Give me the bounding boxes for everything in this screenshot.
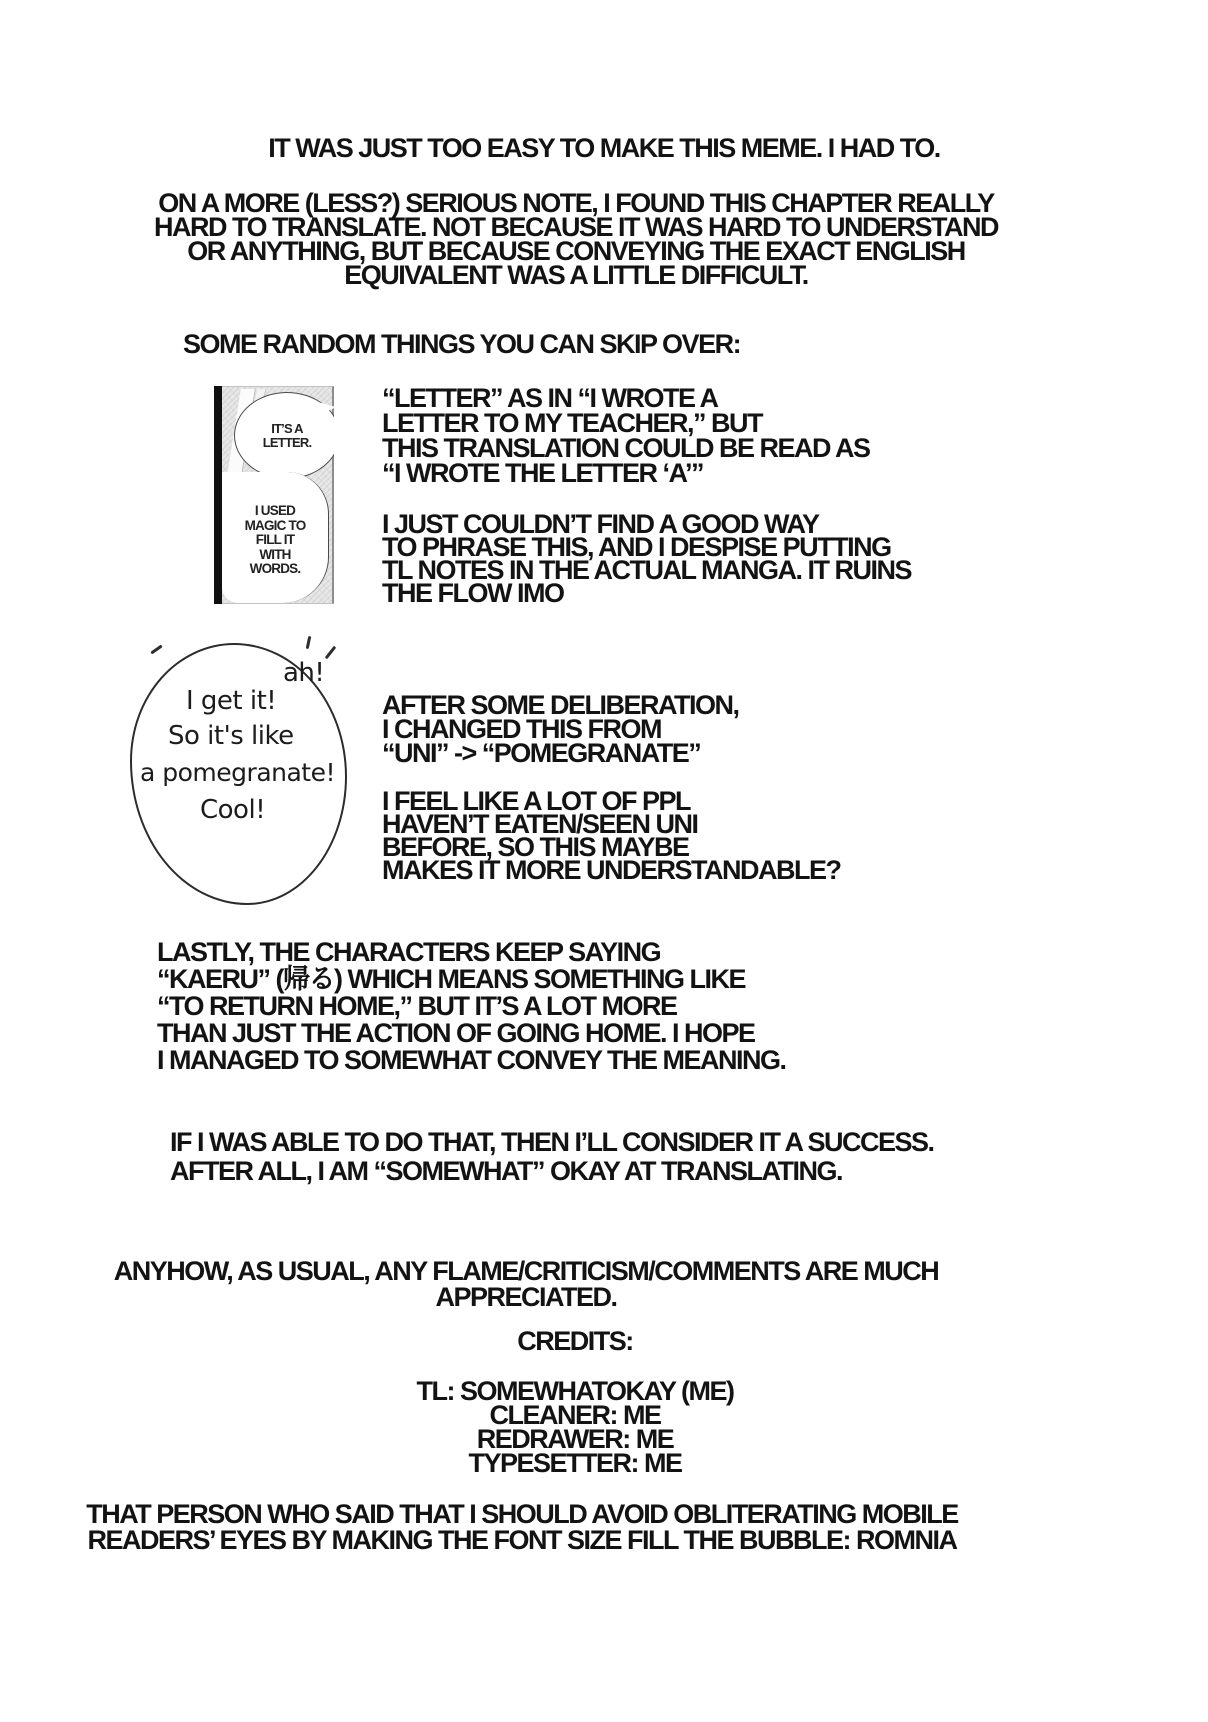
bubble-accent-dash (306, 636, 312, 649)
letter-note (382, 383, 870, 488)
tl-note-line: TO PHRASE THIS, AND I DESPISE PUTTING (382, 532, 891, 562)
panel-speech-bubble-bottom (222, 472, 329, 603)
deliberation-note-line: I CHANGED THIS FROM (382, 714, 661, 744)
tl-note (382, 509, 911, 608)
success-note (170, 1128, 934, 1186)
tl-note-line: THE FLOW IMO (382, 578, 564, 608)
shoutout-note (0, 1501, 1044, 1553)
opening-note-line: ON A MORE (LESS?) SERIOUS NOTE, I FOUND THIS CHAPTER REALLY (158, 188, 994, 218)
anyhow-note (0, 1258, 1052, 1310)
credits-header: CREDITS: (517, 1326, 633, 1356)
uni-note-line: BEFORE, SO THIS MAYBE (382, 832, 689, 862)
letter-note-line: THIS TRANSLATION COULD BE READ AS (382, 433, 870, 463)
tl-note-line: TL NOTES IN THE ACTUAL MANGA. IT RUINS (382, 555, 911, 585)
success-note-line: AFTER ALL, I AM “SOMEWHAT” OKAY AT TRANSLATING. (170, 1156, 842, 1186)
opening-note-line: EQUIVALENT WAS A LITTLE DIFFICULT. (344, 260, 808, 290)
manga-panel-excerpt (214, 386, 334, 604)
skip-section-header: SOME RANDOM THINGS YOU CAN SKIP OVER: (183, 329, 741, 359)
uni-note-line: I FEEL LIKE A LOT OF PPL (382, 786, 691, 816)
bubble-line-pomegranate: a pomegranate! (140, 758, 336, 787)
bubble-line-i-get-it: I get it! (186, 686, 277, 716)
speech-bubble-tail (318, 402, 334, 416)
intro-line: IT WAS JUST TOO EASY TO MAKE THIS MEME. I HAD TO. (268, 133, 940, 163)
uni-note (382, 786, 841, 885)
shoutout-note-line: READERS’ EYES BY MAKING THE FONT SIZE FILL THE BUBBLE: ROMNIA (87, 1525, 957, 1555)
uni-note-line: HAVEN’T EATEN/SEEN UNI (382, 809, 698, 839)
panel-bubble-text: LETTER. (262, 434, 312, 450)
kaeru-note-line: I MANAGED TO SOMEWHAT CONVEY THE MEANING. (157, 1045, 786, 1075)
opening-note-line: OR ANYTHING, BUT BECAUSE CONVEYING THE EXACT ENGLISH (187, 236, 965, 266)
deliberation-note (382, 690, 739, 768)
deliberation-note-line: “UNI” -> “POMEGRANATE” (382, 738, 701, 768)
bubble-accent-dash (150, 645, 162, 655)
kaeru-note-line: LASTLY, THE CHARACTERS KEEP SAYING (157, 937, 661, 967)
panel-bubble-text: IT’S A (271, 420, 303, 436)
shoutout-note-line: THAT PERSON WHO SAID THAT I SHOULD AVOID OBLITERATING MOBILE (86, 1499, 958, 1529)
bubble-line-so-its-like: So it's like (168, 721, 294, 751)
credits-list (0, 1376, 1150, 1478)
anyhow-note-line: ANYHOW, AS USUAL, ANY FLAME/CRITICISM/COMMENTS ARE MUCH (113, 1256, 939, 1286)
panel-border-bar (214, 386, 222, 604)
panel-bubble-text: FILL IT (255, 532, 295, 547)
anyhow-note-line: APPRECIATED. (435, 1282, 617, 1312)
opening-note (0, 188, 1152, 290)
credits-line: REDRAWER: ME (476, 1424, 674, 1454)
credits-line: TL: SOMEWHATOKAY (ME) (416, 1376, 734, 1406)
credits-line: CLEANER: ME (489, 1400, 661, 1430)
letter-note-line: “LETTER” AS IN “I WROTE A (382, 383, 718, 413)
bubble-line-cool: Cool! (200, 795, 266, 825)
bubble-line-ah: ah! (283, 658, 325, 688)
kaeru-note-line: THAN JUST THE ACTION OF GOING HOME. I HOPE (157, 1018, 755, 1048)
panel-bubble-text: WORDS. (249, 561, 301, 576)
success-note-line: IF I WAS ABLE TO DO THAT, THEN I’LL CONSIDER IT A SUCCESS. (170, 1127, 934, 1157)
kaeru-note (157, 939, 786, 1074)
panel-bubble-text: MAGIC TO (244, 517, 306, 533)
deliberation-note-line: AFTER SOME DELIBERATION, (382, 690, 739, 720)
credits-line: TYPESETTER: ME (468, 1448, 682, 1478)
panel-bubble-text: I USED (254, 503, 296, 518)
letter-note-line: LETTER TO MY TEACHER,” BUT (382, 408, 763, 438)
kaeru-note-line: “TO RETURN HOME,” BUT IT’S A LOT MORE (157, 991, 677, 1021)
panel-bubble-text: WITH (259, 546, 291, 562)
kaeru-note-line: “KAERU” (帰る) WHICH MEANS SOMETHING LIKE (157, 964, 745, 994)
letter-note-line: “I WROTE THE LETTER ‘A’” (382, 458, 703, 488)
uni-note-line: MAKES IT MORE UNDERSTANDABLE? (382, 855, 841, 885)
opening-note-line: HARD TO TRANSLATE. NOT BECAUSE IT WAS HARD TO UNDERSTAND (153, 212, 998, 242)
tl-note-line: I JUST COULDN’T FIND A GOOD WAY (382, 509, 819, 539)
bubble-accent-dash (325, 646, 337, 660)
